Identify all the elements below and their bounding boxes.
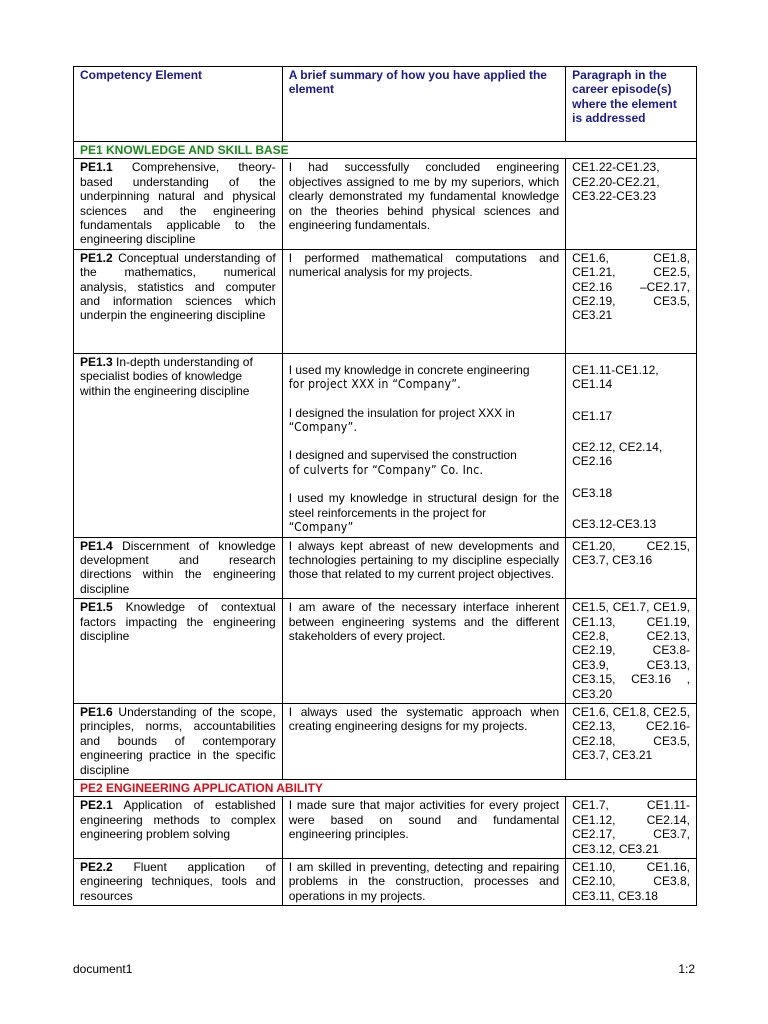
competency-element-cell	[74, 537, 283, 599]
summary-text: “Company”	[288, 520, 354, 535]
header-row	[74, 67, 697, 142]
element-code: PE1.5	[80, 600, 113, 615]
summary-text: “Company”.	[288, 420, 358, 435]
element-code: PE1.6	[80, 704, 113, 719]
summary-text: I always used the systematic approach when creating engineering designs for my projects.	[288, 704, 560, 734]
summary-cell	[282, 159, 565, 249]
summary-text: I had successfully concluded engineering objectives assigned to me by my superiors, which clearly demonstrated my fundamental knowledge on the theories behind physical sciences and engineering fundamentals.	[288, 160, 560, 233]
element-description: Conceptual understanding of the mathematics, numerical analysis, statistics and computer and information sciences which underpin the engineering discipline	[80, 250, 276, 323]
section-title-pe2: PE2 ENGINEERING APPLICATION ABILITY	[74, 780, 697, 797]
reference-text: CE1.17	[572, 408, 613, 423]
competency-element-cell	[74, 599, 283, 704]
reference-text: CE1.5, CE1.7, CE1.9, CE1.13, CE1.19, CE2.8, CE2.13, CE2.19, CE3.8-CE3.9, CE3.13, CE3.15, CE3.16 , CE3.20	[572, 600, 690, 701]
summary-text: I designed the insulation for project XXX in	[288, 405, 515, 420]
table-row	[74, 159, 697, 249]
summary-cell	[282, 353, 565, 537]
summary-text: for project XXX in “Company”.	[288, 377, 461, 392]
table-row	[74, 859, 697, 906]
summary-text: I made sure that major activities for every project were based on sound and fundamental engineering principles.	[288, 798, 560, 842]
competency-element-cell	[74, 249, 283, 353]
summary-cell	[282, 703, 565, 779]
element-description: Application of established engineering methods to complex engineering problem solving	[80, 798, 276, 842]
summary-cell	[282, 537, 565, 599]
competency-element-cell	[74, 353, 283, 537]
footer-document-name: document1	[73, 962, 133, 976]
reference-cell	[566, 703, 697, 779]
reference-cell	[566, 159, 697, 249]
element-code: PE1.4	[80, 538, 113, 553]
reference-text: CE1.22-CE1.23, CE2.20-CE2.21, CE3.22-CE3.23	[572, 160, 660, 204]
summary-cell	[282, 599, 565, 704]
footer-page-number: 1:2	[678, 962, 695, 976]
summary-cell	[282, 249, 565, 353]
reference-text: CE1.20, CE2.15, CE3.7, CE3.16	[572, 538, 690, 567]
reference-text: CE1.10, CE1.16, CE2.10, CE3.8, CE3.11, CE3.18	[572, 860, 690, 903]
element-code: PE1.3	[80, 354, 113, 369]
table-row	[74, 599, 697, 704]
element-description: Knowledge of contextual factors impacting the engineering discipline	[80, 600, 276, 643]
element-description: In-depth understanding of specialist bodies of knowledge within the engineering discipline	[80, 354, 253, 398]
table-row	[74, 537, 697, 599]
reference-text: CE1.6, CE1.8, CE1.21, CE2.5, CE2.16 –CE2.17, CE2.19, CE3.5, CE3.21	[572, 250, 690, 323]
summary-text: I am skilled in preventing, detecting and repairing problems in the construction, processes and operations in my projects.	[288, 860, 560, 903]
summary-text: I designed and supervised the construction	[288, 448, 517, 463]
element-description: Comprehensive, theory-based understanding of the underpinning natural and physical sciences and the engineering fundamentals applicable to the engineering discipline	[80, 160, 276, 247]
section-row-pe1	[74, 142, 697, 159]
element-description: Fluent application of engineering techniques, tools and resources	[80, 860, 276, 903]
reference-cell	[566, 599, 697, 704]
competency-table	[73, 66, 697, 906]
element-code: PE2.2	[80, 860, 113, 875]
competency-element-cell	[74, 859, 283, 906]
summary-text: I always kept abreast of new developments and technologies pertaining to my discipline especially those that related to my current project objectives.	[288, 538, 560, 582]
header-competency-element: Competency Element	[74, 67, 283, 142]
summary-text: I am aware of the necessary interface inherent between engineering systems and the different stakeholders of every project.	[288, 600, 560, 643]
element-description: Discernment of knowledge development and research directions within the engineering discipline	[80, 538, 276, 596]
summary-text: of culverts for “Company” Co. Inc.	[288, 462, 484, 477]
table-row	[74, 353, 697, 537]
header-paragraph-ref: Paragraph in the career episode(s) where the element is addressed	[566, 67, 697, 142]
competency-element-cell	[74, 159, 283, 249]
summary-cell	[282, 797, 565, 859]
reference-cell	[566, 859, 697, 906]
element-code: PE2.1	[80, 798, 113, 813]
reference-cell	[566, 537, 697, 599]
section-row-pe2	[74, 780, 697, 797]
summary-cell	[282, 859, 565, 906]
reference-text: CE1.6, CE1.8, CE2.5, CE2.13, CE2.16-CE2.18, CE3.5, CE3.7, CE3.21	[572, 704, 690, 763]
summary-text: I used my knowledge in structural design for the steel reinforcements in the project for	[288, 491, 560, 520]
competency-element-cell	[74, 703, 283, 779]
reference-text: CE1.7, CE1.11-CE1.12, CE2.14, CE2.17, CE3.7, CE3.12, CE3.21	[572, 798, 690, 856]
summary-text: I used my knowledge in concrete engineering	[288, 362, 530, 377]
reference-cell	[566, 249, 697, 353]
element-code: PE1.2	[80, 250, 113, 265]
element-description: Understanding of the scope, principles, norms, accountabilities and bounds of contemporary engineering practice in the specific discipline	[80, 704, 276, 777]
header-summary: A brief summary of how you have applied the element	[282, 67, 565, 142]
table-row	[74, 703, 697, 779]
reference-cell	[566, 353, 697, 537]
reference-text: CE3.18	[572, 485, 613, 500]
competency-element-cell	[74, 797, 283, 859]
element-code: PE1.1	[80, 160, 113, 175]
section-title-pe1: PE1 KNOWLEDGE AND SKILL BASE	[74, 142, 697, 159]
reference-cell	[566, 797, 697, 859]
table-row	[74, 249, 697, 353]
reference-text: CE2.12, CE2.14, CE2.16	[572, 440, 663, 469]
summary-text: I performed mathematical computations and numerical analysis for my projects.	[288, 250, 560, 280]
table-row	[74, 797, 697, 859]
reference-text: CE1.11-CE1.12, CE1.14	[572, 362, 659, 392]
reference-text: CE3.12-CE3.13	[572, 517, 657, 532]
